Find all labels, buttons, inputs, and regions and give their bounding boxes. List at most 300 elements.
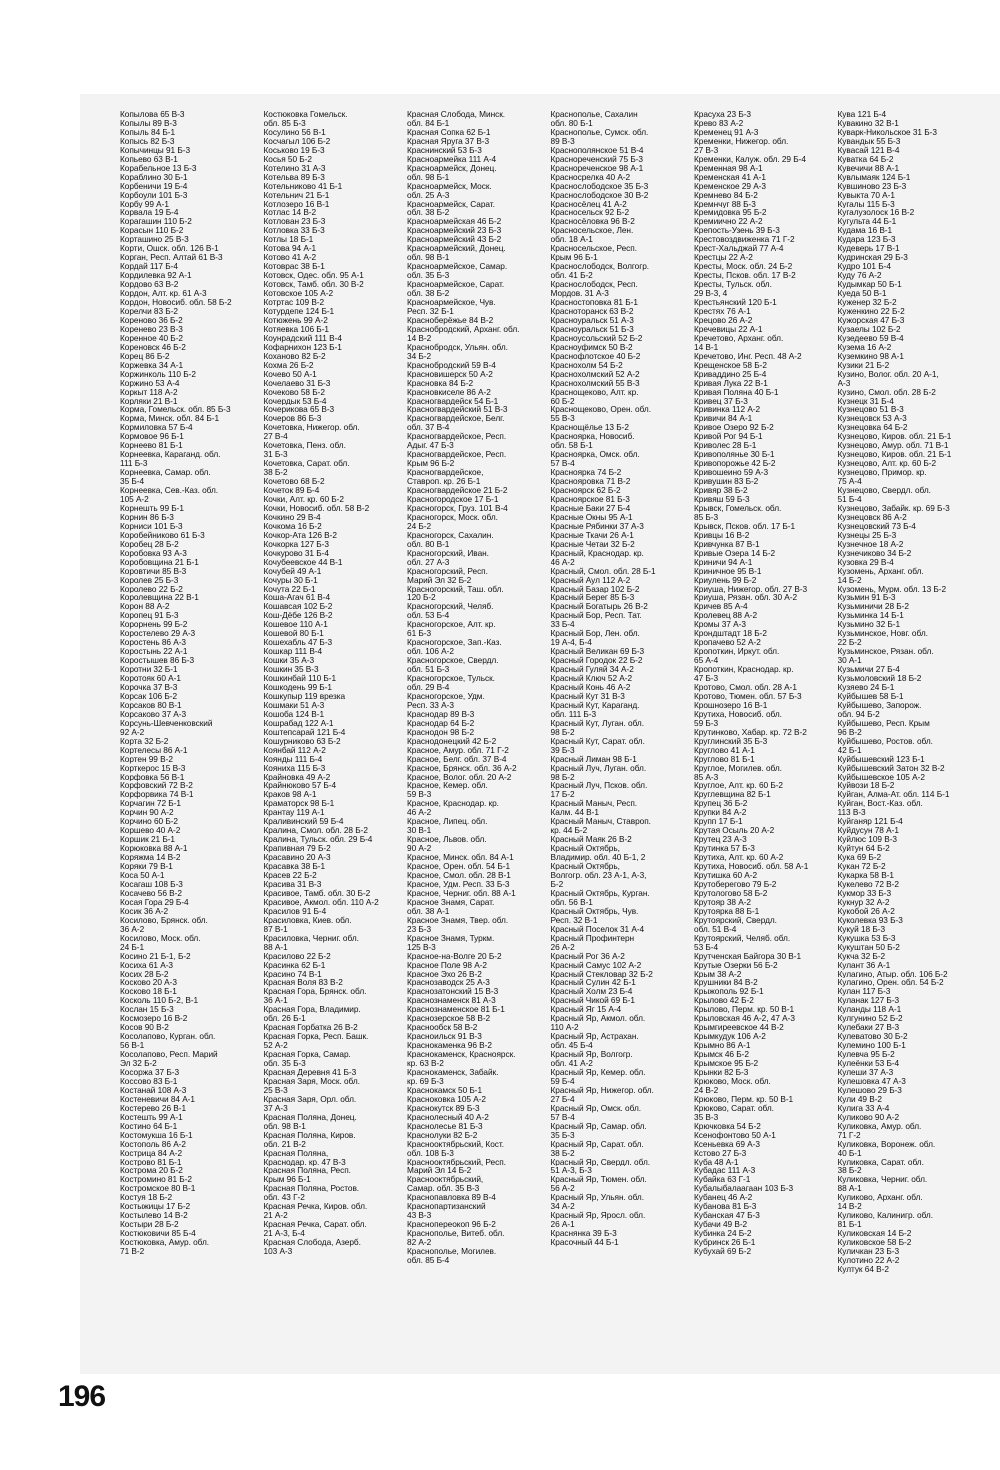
index-entry: Кузнецово, Киров. обл. 21 Б-1: [837, 432, 952, 442]
index-entry: Краливинский 59 Б-4: [263, 817, 344, 827]
index-entry: Куземкино 98 А-1: [837, 351, 904, 361]
index-entry: Королевщина 22 В-1: [120, 593, 199, 603]
index-entry: Краснокамск 50 Б-1: [407, 1085, 483, 1095]
index-entry: Красный Богатырь 26 В-2: [550, 602, 648, 612]
index-entry: 111 Б-3: [120, 459, 148, 469]
index-entry: Красногвардейское, Белг.: [407, 414, 505, 424]
index-entry: Куба 48 А-1: [694, 1157, 739, 1167]
index-entry: Кривые Озера 14 Б-2: [694, 548, 776, 558]
index-entry: Кортелесы 86 А-1: [120, 745, 188, 755]
index-entry: Кузнецы 25 Б-3: [837, 530, 897, 540]
index-entry: Марий Эл 14 Б-2: [407, 1166, 472, 1176]
index-entry: Кузнецовск 53 А-3: [837, 414, 907, 424]
index-entry: Красный Яр, Волгогр.: [550, 1050, 633, 1060]
index-entry: Крымск 46 Б-2: [694, 1050, 749, 1060]
index-entry: Крыловская 46 А-2, 47 А-3: [694, 1014, 795, 1024]
index-entry: Кузьмино 32 Б-1: [837, 620, 901, 630]
index-entry: 43 В-3: [407, 1211, 432, 1221]
index-entry: обл. 98 В-1: [263, 1121, 306, 1131]
index-entry: Култук 64 В-2: [837, 1264, 889, 1274]
index-entry: Кочеток 89 Б-4: [263, 486, 320, 495]
index-entry: Крым 38 А-2: [694, 969, 742, 979]
index-entry: Ставроп. кр. 26 Б-1: [407, 477, 481, 487]
index-entry: Куликовка, Амур. обл.: [837, 1121, 922, 1131]
index-entry: Куликово, Калинигр. обл.: [837, 1211, 933, 1221]
index-entry: Корчагин 72 Б-1: [120, 799, 181, 809]
index-entry: Кошкинбай 110 Б-1: [263, 674, 337, 683]
index-entry: Красная Поляна, Донец.: [263, 1112, 357, 1122]
index-entry: Красные Четаи 32 Б-2: [550, 539, 635, 549]
index-entry: Круглое, Алт. кр. 60 Б-2: [694, 781, 783, 791]
index-entry: Кука 69 Б-2: [837, 853, 882, 863]
index-entry: Крылово 42 Б-2: [694, 996, 754, 1006]
index-entry: Красная Слобода, Минск.: [407, 110, 506, 119]
index-entry: Кострица 84 А-2: [120, 1148, 183, 1158]
index-entry: Кошкар 111 В-4: [263, 647, 323, 657]
index-entry: Куликовка, Сарат. обл.: [837, 1157, 924, 1167]
index-entry: Красная Горбатка 26 В-2: [263, 1023, 358, 1033]
index-entry: Кривой Рог 94 Б-1: [694, 432, 763, 442]
index-entry: Крутец 23 А-3: [694, 835, 747, 845]
index-entry: Кубринск 26 Б-1: [694, 1238, 756, 1248]
index-entry: 53 Б-4: [694, 942, 719, 952]
index-entry: 35 Б-4: [120, 477, 145, 487]
index-entry: Кубайка 63 Г-1: [694, 1175, 751, 1185]
index-entry: Котртас 109 В-2: [263, 298, 325, 307]
index-entry: Красногвардейское, Респ.: [407, 432, 507, 442]
index-entry: Краснопартизанский: [407, 1202, 486, 1212]
index-entry: Котельнич 21 Б-1: [263, 190, 330, 200]
index-entry: Корсак 106 Б-2: [120, 691, 178, 701]
index-entry: Кошки 35 А-3: [263, 656, 315, 666]
index-entry: Коськово 19 Б-3: [263, 145, 325, 155]
index-entry: Кувасай 121 В-4: [837, 145, 900, 155]
index-entry: Коростень 86 А-3: [120, 638, 187, 648]
index-entry: Косов 90 В-2: [120, 1023, 169, 1033]
index-entry: Крондштадт 18 Б-2: [694, 629, 767, 639]
index-entry: Респ. 33 А-3: [407, 700, 454, 710]
index-entry: Красные Рябинки 37 А-3: [550, 521, 644, 531]
index-entry: Кубанова 81 Б-3: [694, 1202, 757, 1212]
index-entry: Кочута 22 Б-1: [263, 584, 316, 594]
index-entry: Косколь 110 Б-2, В-1: [120, 996, 199, 1006]
index-entry: Кочкома 16 Б-2: [263, 521, 322, 531]
index-entry: Крутоярка 88 Б-1: [694, 906, 760, 916]
index-entry: Красиловка, Киев. обл.: [263, 915, 352, 925]
index-entry: обл. 27 А-3: [407, 557, 450, 567]
index-entry: Корма, Гомельск. обл. 85 Б-3: [120, 405, 231, 415]
index-entry: обл. 84 Б-1: [407, 118, 450, 128]
index-entry: Косково 18 Б-1: [120, 987, 177, 997]
index-entry: Краснокаменск, Красноярск.: [407, 1050, 516, 1060]
index-entry: Крецово 26 А-2: [694, 315, 753, 325]
index-entry: Кубинка 24 Б-2: [694, 1229, 752, 1239]
index-entry: Кудро 101 Б-4: [837, 262, 891, 272]
index-entry: Красное, Краснодар. кр.: [407, 799, 499, 809]
index-entry: 71 Г-2: [837, 1130, 861, 1140]
index-entry: Куликовское 58 Б-2: [837, 1238, 912, 1248]
index-entry: Коржевка 34 А-1: [120, 360, 184, 370]
index-entry: Краснополье, Могилев.: [407, 1247, 497, 1256]
index-entry: обл. 98 Б-1: [407, 172, 450, 182]
index-entry: 96 В-2: [837, 727, 862, 737]
index-entry: Куйлюс 109 В-3: [837, 835, 897, 845]
index-entry: Красный Кут, Караганд.: [550, 700, 640, 710]
index-entry: Кочкурово 31 Б-4: [263, 548, 329, 558]
index-entry: Кулемино 100 Б-1: [837, 1041, 906, 1051]
index-entry: Копычинцы 91 Б-3: [120, 145, 191, 155]
index-entry: Краснослободское 35 Б-3: [550, 181, 649, 191]
index-entry: Красный Октябрь, Чув.: [550, 906, 639, 916]
index-entry: Корти, Ошск. обл. 126 В-1: [120, 244, 219, 254]
index-entry: Криничи 94 А-1: [694, 557, 753, 567]
index-entry: 38 Б-2: [550, 1148, 575, 1158]
index-entry: Кузино, Смол. обл. 28 Б-2: [837, 387, 936, 397]
index-entry: Круглинский 35 Б-3: [694, 736, 768, 746]
index-entry: Красный Яр, Сарат. обл.: [550, 1139, 644, 1149]
index-entry: Костыжицы 17 Б-2: [120, 1202, 191, 1212]
index-entry: Кривинка 112 А-2: [694, 405, 761, 415]
index-entry: Костерево 26 В-1: [120, 1103, 187, 1113]
index-entry: 92 А-2: [120, 727, 145, 737]
index-entry: 36 А-2: [120, 924, 145, 934]
index-entry: Кузики 21 Б-2: [837, 360, 890, 370]
index-entry: Красный Самус 102 А-2: [550, 960, 642, 970]
index-entry: Кременки, Калуж. обл. 29 Б-4: [694, 154, 806, 164]
index-entry: 27 В-4: [263, 432, 288, 442]
index-entry: Кривичи 84 А-1: [694, 414, 753, 424]
index-entry: Кузнецовский 73 Б-4: [837, 521, 916, 531]
index-entry: Краснозатонский 15 В-3: [407, 987, 499, 997]
index-entry: Кулебаки 27 В-3: [837, 1023, 900, 1033]
index-entry: Крещенское 58 Б-2: [694, 360, 767, 370]
index-entry: Красноберёжье 84 В-2: [407, 315, 494, 325]
index-entry: Кулевча 95 Б-2: [837, 1050, 895, 1060]
index-entry: Корвала 19 Б-4: [120, 208, 179, 218]
index-entry: Косоржа 37 Б-3: [120, 1067, 180, 1077]
index-entry: Краснослободское 30 В-2: [550, 190, 649, 200]
index-entry: 59 Б-3: [694, 718, 719, 728]
index-entry: Костыри 28 Б-2: [120, 1220, 179, 1230]
index-entry: Краснощеково, Алт. кр.: [550, 387, 639, 397]
index-entry: Кошевое 110 А-1: [263, 620, 328, 630]
index-entry: обл. 35 Б-3: [407, 271, 450, 281]
index-entry: Косачево 56 В-2: [120, 888, 182, 898]
index-entry: Красиловка, Черниг. обл.: [263, 933, 359, 943]
index-entry: Краснозерское 58 В-2: [407, 1014, 491, 1024]
index-entry: Коржино 53 А-4: [120, 378, 180, 388]
index-entry: 61 Б-3: [407, 629, 432, 639]
index-entry: Куйбышевский Затон 32 В-2: [837, 763, 945, 773]
index-entry: Кулагино, Атыр. обл. 106 Б-2: [837, 969, 948, 979]
index-entry: Кувшиново 23 Б-3: [837, 181, 907, 191]
index-entry: Красноярка, Омск. обл.: [550, 450, 640, 460]
index-entry: Круглевщина 82 Б-1: [694, 790, 771, 800]
index-entry: Крым 96 Б-2: [407, 459, 455, 469]
index-entry: кр. 44 Б-2: [550, 826, 588, 836]
index-entry: Красный Яр, Омск. обл.: [550, 1103, 641, 1113]
index-entry: Крывск, Псков. обл. 17 Б-1: [694, 521, 796, 531]
index-entry: Коунрадский 111 В-4: [263, 333, 342, 343]
index-entry: 33 Б-4: [550, 620, 575, 630]
index-entry: кр. 69 Б-3: [407, 1076, 444, 1086]
index-entry: Кралина, Тульск. обл. 29 Б-4: [263, 835, 373, 845]
index-entry: Красный Яр, Яросл. обл.: [550, 1211, 646, 1221]
index-entry: Краснозаводск 25 А-3: [407, 978, 490, 988]
index-entry: обл. 111 Б-3: [550, 709, 597, 719]
index-entry: Красное, Волог. обл. 20 А-2: [407, 772, 512, 782]
index-entry: обл. 35 Б-3: [263, 1059, 306, 1068]
index-entry: Костанай 108 А-3: [120, 1085, 187, 1095]
index-entry: обл. 21 В-2: [263, 1139, 306, 1149]
index-entry: Краснополье, Сумск. обл.: [550, 127, 649, 137]
index-entry: 59 Б-4: [550, 1076, 575, 1086]
index-entry: Кордон, Алт. кр. 61 А-3: [120, 289, 207, 299]
index-entry: Волгогр. обл. 23 А-1, А-3,: [550, 871, 647, 880]
index-entry: Куйган, Алма-Ат. обл. 114 Б-1: [837, 790, 950, 800]
index-entry: Крутиха, Алт. кр. 60 А-2: [694, 853, 784, 863]
index-entry: Кочердык 53 Б-4: [263, 396, 327, 406]
index-entry: 24 В-2: [694, 1085, 719, 1095]
index-entry: Краснопавловка 89 В-4: [407, 1193, 496, 1203]
index-entry: Кочево 50 А-1: [263, 369, 317, 379]
index-entry: 40 Б-1: [837, 1148, 862, 1158]
index-entry: 60 Б-2: [550, 396, 575, 406]
index-entry: Красная Яруга 37 В-3: [407, 136, 490, 146]
index-entry: Крестьянский 120 Б-1: [694, 298, 777, 307]
index-entry: Кречетово, Инг. Респ. 48 А-2: [694, 351, 802, 361]
index-entry: Кременская 41 А-1: [694, 172, 766, 182]
index-entry: Коробейниково 61 Б-3: [120, 530, 205, 540]
index-entry: Кривополянье 30 Б-1: [694, 450, 775, 460]
index-entry: Кормовое 96 Б-1: [120, 432, 184, 442]
index-entry: Корсаково 37 А-3: [120, 709, 187, 719]
index-entry: Куйбышевский 123 Б-1: [837, 754, 925, 764]
index-entry: Кострово 81 Б-1: [120, 1157, 182, 1167]
index-entry: Котлас 14 В-2: [263, 208, 317, 218]
index-entry: Кукобой 26 А-2: [837, 906, 895, 916]
index-entry: Красный Гуляй 34 А-2: [550, 665, 634, 675]
index-entry: 82 А-2: [407, 1238, 432, 1248]
index-entry: Красный Яр, Свердл. обл.: [550, 1157, 650, 1167]
index-entry: Краснощёлье 13 Б-2: [550, 423, 629, 433]
index-entry: Кулеёнки 53 Б-4: [837, 1059, 900, 1068]
index-entry: 35 Б-3: [550, 1130, 575, 1140]
index-entry: Красное, Кемер. обл.: [407, 781, 488, 791]
index-entry: 22 Б-2: [837, 638, 862, 648]
index-entry: Корчино 60 Б-2: [120, 817, 178, 827]
index-entry: Красный, Краснодар. кр.: [550, 548, 644, 558]
index-entry: 57 В-4: [550, 1112, 575, 1122]
index-entry: обл. 51 В-4: [694, 924, 737, 934]
index-column-4: [551, 110, 695, 1370]
index-entry: Куланак 127 Б-3: [837, 996, 900, 1006]
index-entry: Красный Бор, Лен. обл.: [550, 629, 640, 639]
index-entry: Краснооктябрьский, Кост.: [407, 1139, 504, 1149]
index-entry: Корташино 25 В-3: [120, 235, 189, 245]
index-entry: Красные Ткачи 26 А-1: [550, 530, 634, 540]
index-entry: Крутояр 38 А-2: [694, 897, 751, 907]
index-entry: Крутоярский, Свердл.: [694, 915, 777, 925]
index-entry: Куду 76 А-2: [837, 271, 882, 281]
index-entry: Корляки 21 В-1: [120, 396, 178, 406]
index-entry: Красноармейское, Самар.: [407, 262, 508, 272]
index-entry: Крутишка 60 А-2: [694, 871, 758, 880]
index-entry: Косчагыл 106 Б-2: [263, 136, 331, 146]
index-entry: Красностоповка 81 Б-1: [550, 298, 638, 307]
index-entry: Кореново 36 Б-2: [120, 315, 183, 325]
index-entry: Косилово, Моск. обл.: [120, 933, 201, 943]
index-entry: Респ. 32 Б-1: [407, 306, 454, 316]
index-entry: Кошкодень 99 Б-1: [263, 683, 332, 692]
index-entry: Кош-Дёбе 126 В-2: [263, 611, 333, 621]
index-entry: Крымно 86 А-1: [694, 1041, 751, 1051]
index-entry: Красные Баки 27 Б-4: [550, 503, 631, 513]
index-entry: Коростышев 86 Б-3: [120, 656, 195, 666]
index-entry: Красное-на-Волге 20 Б-2: [407, 951, 502, 961]
index-entry: Красное, Смол. обл. 28 В-1: [407, 871, 511, 880]
index-entry: Куйбышевское 105 А-2: [837, 772, 925, 782]
index-entry: Красновка 84 Б-2: [407, 378, 474, 388]
index-entry: Кукнур 32 А-2: [837, 897, 890, 907]
index-entry: Костылево 14 В-2: [120, 1211, 188, 1221]
index-entry: 29 В-3, 4: [694, 289, 728, 299]
index-entry: Криваддино 25 Б-4: [694, 369, 767, 379]
index-entry: Красноусольский 52 Б-2: [550, 333, 643, 343]
index-entry: Кочеково 58 Б-2: [263, 387, 325, 397]
index-entry: Красивое, Тамб. обл. 30 Б-2: [263, 888, 371, 898]
index-entry: 56 А-2: [550, 1184, 575, 1194]
index-entry: Крутоберегово 79 Б-2: [694, 879, 777, 889]
index-entry: Красочный 44 Б-1: [550, 1238, 619, 1248]
index-entry: Коренево 23 В-3: [120, 324, 183, 334]
index-entry: Красный Стекловар 32 Б-2: [550, 969, 653, 979]
index-entry: Корбу 99 А-1: [120, 199, 169, 209]
index-entry: 98 Б-2: [550, 727, 575, 737]
index-column-5: [694, 110, 838, 1370]
index-entry: Красуха 23 Б-3: [694, 110, 751, 119]
index-entry: Краснохолм 54 Б-2: [550, 360, 623, 370]
index-entry: Ксенофонтово 50 А-1: [694, 1130, 776, 1140]
index-entry: Красный Базар 102 Б-2: [550, 584, 640, 594]
index-entry: 120 Б-2: [407, 593, 436, 603]
index-entry: Кремидовка 95 Б-2: [694, 208, 767, 218]
index-entry: Краснобродский 59 В-4: [407, 360, 496, 370]
index-entry: обл. 80 В-1: [407, 539, 450, 549]
index-entry: Красный Октябрь, Курган.: [550, 888, 650, 898]
index-entry: Кузнечиково 34 Б-2: [837, 548, 912, 558]
index-entry: Кромы 37 А-3: [694, 620, 746, 630]
index-entry: Крутые Озерки 56 Б-2: [694, 960, 778, 970]
index-entry: Красный Ключ 52 А-2: [550, 674, 633, 683]
index-entry: Кузнецк 31 Б-4: [837, 396, 894, 406]
index-entry: 65 А-4: [694, 656, 719, 666]
index-entry: Корчин 90 А-2: [120, 808, 174, 818]
index-entry: обл. 108 Б-3: [407, 1148, 454, 1158]
index-entry: Красино 74 В-1: [263, 969, 322, 979]
index-entry: Корфорвика 74 В-1: [120, 790, 194, 800]
index-entry: Крестях 76 А-1: [694, 306, 751, 316]
index-entry: 26 А-1: [550, 1220, 575, 1230]
index-entry: 55 В-3: [550, 414, 575, 424]
index-entry: Кривая Поляна 40 Б-1: [694, 387, 779, 397]
index-entry: Красный Бор, Респ. Тат.: [550, 611, 642, 621]
index-entry: Краснокаменка 96 В-2: [407, 1041, 492, 1051]
index-entry: Красный Яр, Астрахан.: [550, 1032, 639, 1042]
index-entry: Красная Слобода, Азерб.: [263, 1238, 361, 1248]
index-entry: Корта 32 Б-2: [120, 736, 169, 746]
index-entry: Кослан 15 Б-3: [120, 1005, 174, 1015]
index-entry: Кубадас 111 А-3: [694, 1166, 756, 1176]
index-entry: Красный Великан 69 Б-3: [550, 647, 645, 657]
index-column-1: [120, 110, 264, 1370]
index-entry: Крыжополь 92 Б-1: [694, 987, 764, 997]
index-entry: Кордон, Новосиб. обл. 58 Б-2: [120, 298, 232, 307]
index-entry: Красногорск, Моск. обл.: [407, 512, 498, 522]
index-entry: Корниси 101 Б-3: [120, 521, 183, 531]
index-entry: Котовск, Одес. обл. 95 А-1: [263, 271, 364, 281]
index-entry: Костромское 80 В-1: [120, 1184, 196, 1194]
index-entry: Красная Воля 83 В-2: [263, 978, 343, 988]
index-entry: Краснообск 58 В-2: [407, 1023, 478, 1033]
index-entry: Котельва 89 Б-3: [263, 172, 325, 182]
index-entry: Крутоярский, Челяб. обл.: [694, 933, 791, 943]
index-entry: Крайновка 49 А-2: [263, 772, 331, 782]
index-entry: Красногвардейское 21 Б-2: [407, 486, 508, 495]
index-entry: Краснокаменск, Забайк.: [407, 1067, 499, 1077]
index-entry: Кривчунка 87 В-1: [694, 539, 760, 549]
index-entry: Корнеевка, Сев.-Каз. обл.: [120, 486, 219, 495]
index-columns: [120, 110, 994, 1370]
index-entry: Куликово 90 А-2: [837, 1112, 900, 1122]
index-entry: Кротово, Смол. обл. 28 А-1: [694, 683, 797, 692]
index-entry: Красногорское, Алт. кр.: [407, 620, 496, 630]
index-entry: Кузьминское, Новг. обл.: [837, 629, 928, 639]
index-entry: Респ. 32 В-1: [550, 915, 598, 925]
index-entry: Косиха 61 А-3: [120, 960, 174, 970]
index-entry: А-3: [837, 378, 851, 388]
index-entry: Кошурниково 63 Б-2: [263, 736, 341, 746]
index-entry: Кочубей 49 А-1: [263, 566, 322, 576]
index-entry: обл. 43 Г-2: [263, 1193, 305, 1203]
index-entry: Копылова 65 В-3: [120, 110, 185, 119]
index-entry: Котова 94 А-1: [263, 244, 317, 254]
index-entry: обл. 106 А-2: [407, 647, 454, 657]
index-entry: Кочки, Новосиб. обл. 58 В-2: [263, 503, 370, 513]
index-entry: Краснослободск, Респ.: [550, 280, 638, 290]
index-entry: Корелчи 83 Б-2: [120, 306, 178, 316]
index-entry: 14 Б-2: [837, 575, 862, 585]
index-entry: Красногвардейск 54 Б-1: [407, 396, 499, 406]
index-entry: Крымкудук 106 А-2: [694, 1032, 766, 1042]
index-entry: Коровтичи 85 В-3: [120, 566, 187, 576]
index-entry: Костюковичи 85 Б-4: [120, 1229, 196, 1239]
index-entry: Кукан 72 Б-2: [837, 862, 886, 872]
index-entry: Кривошеино 59 А-3: [694, 468, 769, 478]
index-entry: Калм. 44 В-1: [550, 808, 599, 818]
index-entry: Круглое, Могилев. обл.: [694, 763, 782, 773]
index-entry: Краснолесье 81 Б-3: [407, 1121, 483, 1131]
index-entry: 39 Б-3: [550, 745, 575, 755]
index-entry: Куйбышев 58 Б-1: [837, 691, 904, 701]
index-entry: Куварк-Никольское 31 Б-3: [837, 127, 937, 137]
index-entry: Красноярка 74 Б-2: [550, 468, 622, 478]
index-entry: Крестовоздвиженка 71 Г-2: [694, 235, 795, 245]
index-entry: Красное Эхо 26 В-2: [407, 969, 482, 979]
index-entry: обл. 38 Б-2: [407, 208, 450, 218]
index-entry: Кочкорка 127 Б-3: [263, 539, 329, 549]
index-entry: 26 А-2: [550, 942, 575, 952]
